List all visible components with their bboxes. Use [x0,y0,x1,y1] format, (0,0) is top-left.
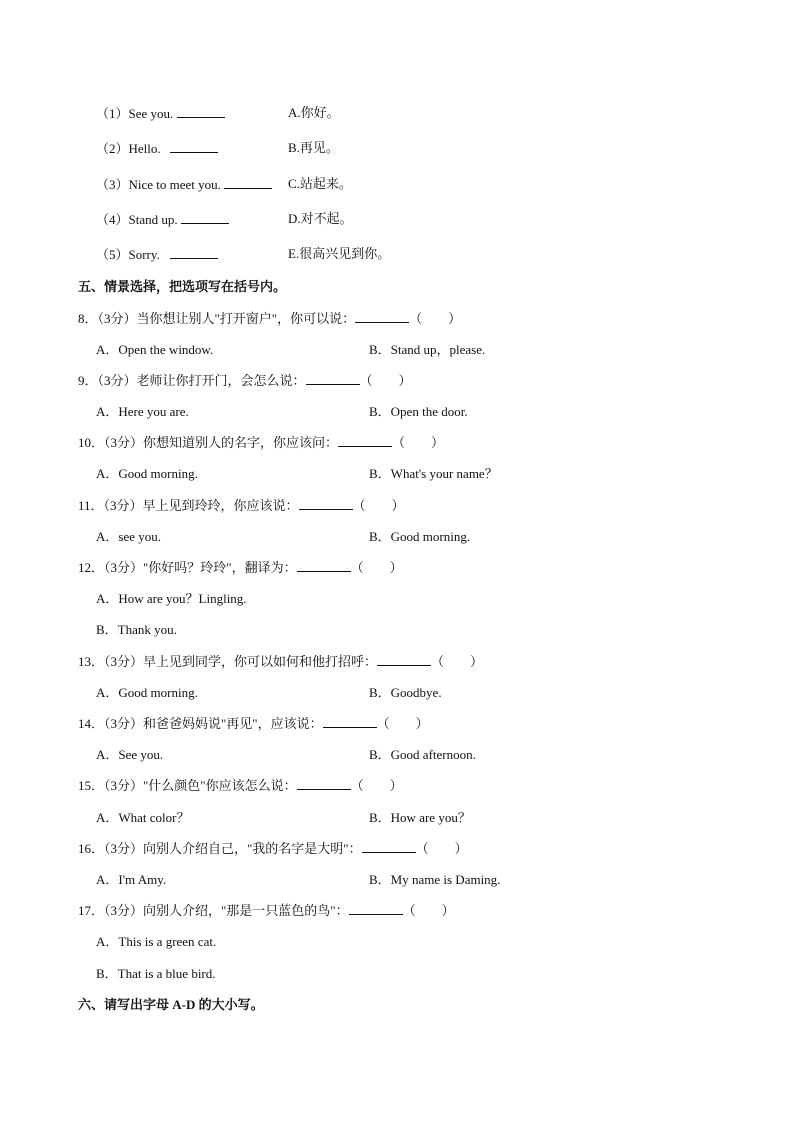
answer-blank[interactable] [362,840,416,853]
section-title: 五、情景选择，把选项写在括号内。 [78,279,287,294]
answer-blank[interactable] [299,497,353,510]
question-stem: 11．（3分）早上见到玲玲，你应该说： （ ） [78,498,405,513]
answer-blank[interactable] [338,434,392,447]
answer-blank[interactable] [170,140,218,153]
option-b[interactable]: B．Stand up，please. [369,342,486,357]
section-title: 六、请写出字母 A-D 的大小写。 [78,997,264,1012]
question-stem: 16．（3分）向别人介绍自己，"我的名字是大明"： （ ） [78,841,468,856]
matching-question: （1）See you. [96,106,177,121]
matching-option: A.你好。 [288,105,340,120]
matching-option: E.很高兴见到你。 [288,246,391,261]
question-stem: 13．（3分）早上见到同学，你可以如何和他打招呼： （ ） [78,654,484,669]
matching-row [96,176,272,193]
matching-option: D.对不起。 [288,211,353,226]
question-stem: 10．（3分）你想知道别人的名字，你应该问： （ ） [78,435,445,450]
matching-question: （4）Stand up. [96,212,181,227]
answer-blank[interactable] [377,653,431,666]
question-stem: 15．（3分）"什么颜色"你应该怎么说： （ ） [78,778,403,793]
option-a[interactable]: A．Open the window. [96,342,214,357]
matching-row [96,105,225,122]
matching-row [96,211,229,228]
answer-blank[interactable] [355,310,409,323]
matching-question: （2）Hello. [96,141,171,156]
option-b[interactable]: B．How are you？ [369,810,471,825]
option-a[interactable]: A．This is a green cat. [96,934,217,949]
option-b[interactable]: B．Good afternoon. [369,747,476,762]
answer-blank[interactable] [349,902,403,915]
option-b[interactable]: B．Open the door. [369,404,468,419]
option-b[interactable]: B．Thank you. [96,622,177,637]
answer-blank[interactable] [297,777,351,790]
option-a[interactable]: A．Good morning. [96,685,198,700]
question-stem: 8．（3分）当你想让别人"打开窗户"，你可以说： （ ） [78,311,462,326]
option-a[interactable]: A．I'm Amy. [96,872,167,887]
matching-option: B.再见。 [288,140,339,155]
matching-row [96,140,218,157]
question-stem: 12．（3分）"你好吗？玲玲"，翻译为： （ ） [78,560,403,575]
option-b[interactable]: B．Good morning. [369,529,471,544]
answer-blank[interactable] [306,372,360,385]
option-b[interactable]: B．My name is Daming. [369,872,501,887]
answer-blank[interactable] [170,246,218,259]
answer-blank[interactable] [181,211,229,224]
answer-blank[interactable] [297,559,351,572]
option-a[interactable]: A．See you. [96,747,164,762]
option-a[interactable]: A．Good morning. [96,466,198,481]
question-stem: 14．（3分）和爸爸妈妈说"再见"，应该说： （ ） [78,716,429,731]
answer-blank[interactable] [177,105,225,118]
answer-blank[interactable] [323,715,377,728]
option-b[interactable]: B．Goodbye. [369,685,442,700]
option-a[interactable]: A．How are you？Lingling. [96,591,247,606]
question-stem: 9．（3分）老师让你打开门，会怎么说： （ ） [78,373,412,388]
matching-question: （3）Nice to meet you. [96,177,225,192]
question-stem: 17．（3分）向别人介绍，"那是一只蓝色的鸟"： （ ） [78,903,455,918]
option-a[interactable]: A．see you. [96,529,161,544]
matching-option: C.站起来。 [288,176,352,191]
option-b[interactable]: B．That is a blue bird. [96,966,216,981]
answer-blank[interactable] [224,176,272,189]
option-a[interactable]: A．Here you are. [96,404,189,419]
matching-row [96,246,218,263]
option-b[interactable]: B．What's your name？ [369,466,498,481]
option-a[interactable]: A．What color？ [96,810,190,825]
matching-question: （5）Sorry. [96,247,170,262]
